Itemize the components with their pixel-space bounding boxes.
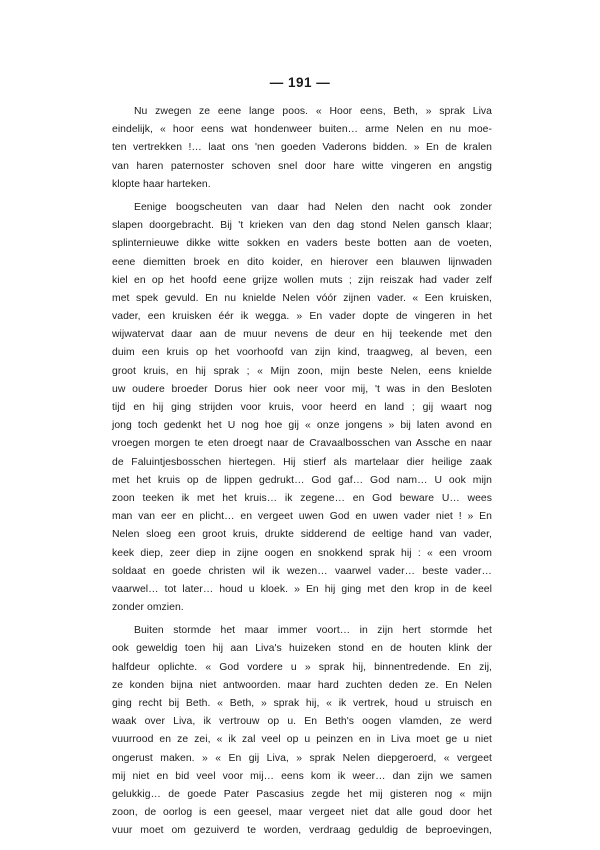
text-line: met spek gevuld. En nu knielde Nelen vóór zijnen vader. « Een kruisken, <box>112 292 492 304</box>
text-line: splinternieuwe dikke witte sokken en vaders beste botten aan de voeten, <box>112 238 492 250</box>
text-line: mij niet en bid veel voor mij… eens kom ik weer… dan zijn we samen <box>112 770 492 782</box>
text-line: duim een kruis op het voorhoofd van zijn kind, traagweg, al beven, een <box>112 347 492 359</box>
text-line: vroegen morgen te eten droegt naar de Cravaalbosschen van Assche en naar <box>112 438 492 450</box>
text-line: ongerust maken. » « En gij Liva, » sprak Nelen diepgeroerd, « vergeet <box>112 752 492 764</box>
text-line: Buiten stormde het maar immer voort… in zijn hert stormde het <box>134 625 492 637</box>
text-line: Nelen sloeg een groot kruis, drukte sidderend de eeltige hand van vader, <box>112 529 492 541</box>
text-line: slapen doorgebracht. Bij 't krieken van den dag stond Nelen gansch klaar; <box>112 220 492 232</box>
paragraph <box>112 103 492 194</box>
page-number: — 191 — <box>269 75 331 90</box>
paragraph <box>112 199 492 617</box>
text-line: soldaat en goede christen wil ik wezen… vaarwel vader… beste vader… <box>112 565 492 577</box>
text-line: eindelijk, « hoor eens wat hondenweer buiten… arme Nelen en nu moe- <box>112 124 492 136</box>
text-line: ging recht bij Beth. « Beth, » sprak hij, « ik vertrek, houd u struisch en <box>112 698 492 709</box>
text-line: jong toch gedenkt het U nog hoe gij « onze jongens » bij laten avond en <box>112 420 492 432</box>
text-line: ook geweldig toen hij aan Liva's huizeken stond en de houten klink der <box>112 643 492 655</box>
text-line: vuurrood en ze zei, « ik zal veel op u peinzen en in Liva moet ge u niet <box>112 734 492 746</box>
text-line: waak over Liva, ik vertrouw op u. En Beth's oogen vlamden, ze werd <box>112 716 492 728</box>
text-line: eene diemitten broek en dito koider, en hierover een blauwen lijnwaden <box>112 256 492 268</box>
text-line: ten vertrekken !… laat ons 'nen goeden Vaderons bidden. » En de kralen <box>112 142 492 154</box>
text-line: klopte haar harteken. <box>112 178 211 190</box>
body-text <box>112 103 492 846</box>
text-line: de Faluintjesbosschen hiertegen. Hij stierf als martelaar dier heilige zaak <box>112 456 492 468</box>
text-line: Nu zwegen ze eene lange poos. « Hoor eens, Beth, » sprak Liva <box>134 106 492 117</box>
text-line: met het kruis op de lippen gedrukt… God gaf… God nam… U ook mijn <box>112 474 492 486</box>
text-line: uw oudere broeder Dorus hier ook neer voor mij, 't was in den Besloten <box>112 383 492 395</box>
paragraph <box>112 622 492 840</box>
text-line: gelukkig… de goede Pater Pascasius zegde het mij gisteren nog « mijn <box>112 788 492 800</box>
text-line: groot kruis, en hij sprak ; « Mijn zoon, mijn beste Nelen, eens knielde <box>112 365 492 377</box>
text-line: kiel en op het hoofd eene grijze wollen muts ; zijn reiszak had vader zelf <box>112 274 492 286</box>
text-line: zoon teeken ik met het kruis… ik zegene… en God beware U… wees <box>112 492 492 504</box>
text-line: vuur moet om gezuiverd te worden, verdraag geduldig de beproevingen, <box>112 825 492 837</box>
text-line: man van eer en plicht… en vergeet uwen God en uwen vader niet ! » En <box>112 511 492 523</box>
text-line: zonder omzien. <box>112 602 184 614</box>
text-line: wijwatervat daar aan de muur nevens de deur en hij teekende met den <box>112 329 492 341</box>
text-line: vaarwel… tot later… houd u kloek. » En hij ging met den krop in de keel <box>112 583 492 595</box>
text-line: van haren paternoster schoven snel door hare witte vingeren en angstig <box>112 160 492 172</box>
text-line: ze konden bijna niet antwoorden. maar hard zuchten deden ze. En Nelen <box>112 679 492 691</box>
text-line: tijd en hij ging strijden voor kruis, voor heerd en land ; gij waart nog <box>112 402 492 413</box>
text-line: Eenige boogscheuten van daar had Nelen den nacht ook zonder <box>134 201 492 213</box>
text-line: vader, een kruisken éér ik wegga. » En vader dopte de vingeren in het <box>112 311 492 323</box>
text-line: halfdeur oplichte. « God vordere u » sprak hij, binnentredende. En zij, <box>112 661 492 673</box>
text-line: keek diep, zeer diep in zijne oogen en snokkend sprak hij : « een vroom <box>112 547 492 559</box>
text-line: zoon, de oorlog is een geesel, maar vergeet niet dat alle goud door het <box>112 807 492 819</box>
